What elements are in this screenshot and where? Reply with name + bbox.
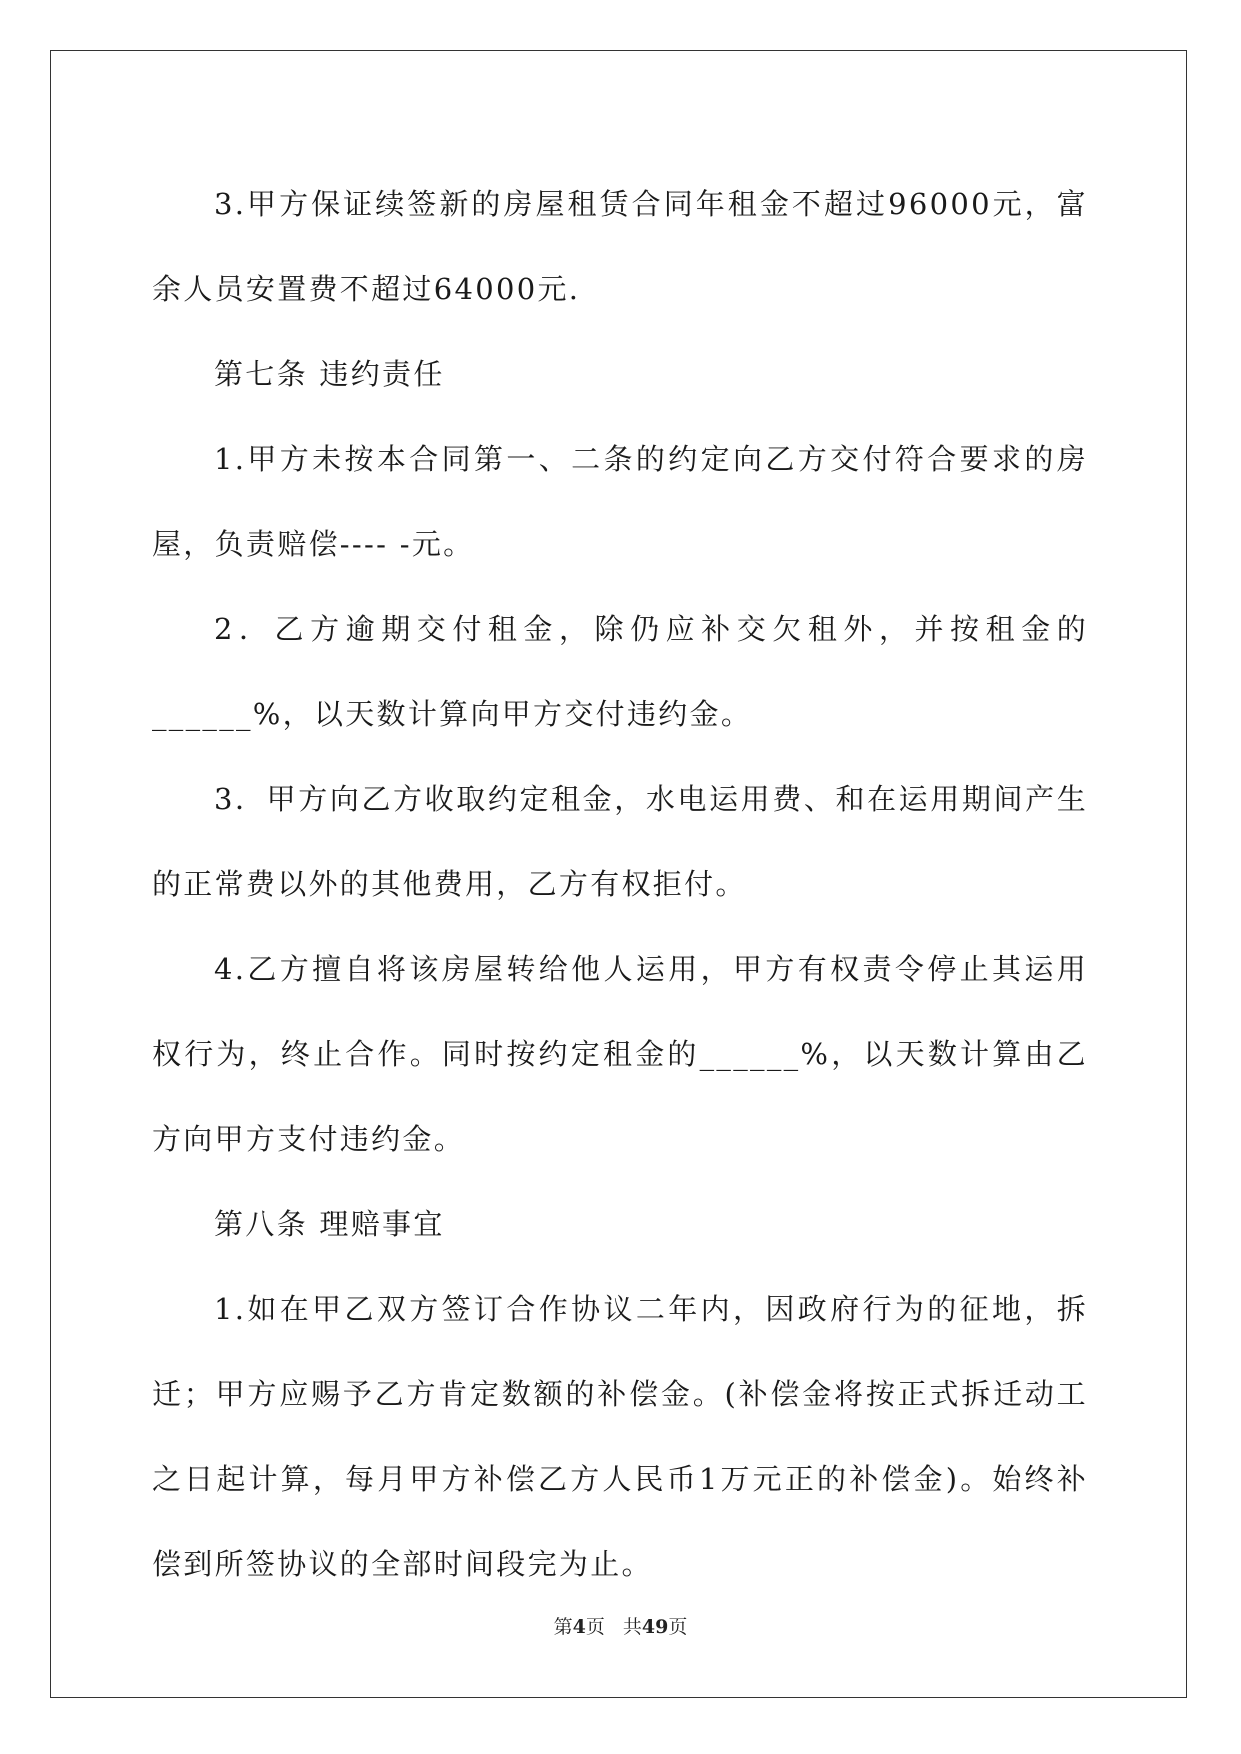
- paragraph-clause-7-item-2: 2．乙方逾期交付租金，除仍应补交欠租外，并按租金的______%，以天数计算向甲方交付违约金。: [152, 612, 1088, 731]
- footer-total-pages: 49: [641, 1616, 669, 1638]
- footer-page-prefix: 第: [553, 1616, 573, 1638]
- paragraph-clause-7-item-4: 4.乙方擅自将该房屋转给他人运用，甲方有权责令停止其运用权行为，终止合作。同时按约定租金的______%，以天数计算由乙方向甲方支付违约金。: [152, 952, 1088, 1156]
- footer-page-number: 4: [572, 1616, 586, 1638]
- heading-article-7: 第七条 违约责任: [214, 357, 445, 391]
- paragraph-clause-7-item-3: 3．甲方向乙方收取约定租金，水电运用费、和在运用期间产生的正常费以外的其他费用，乙方有权拒付。: [152, 782, 1088, 901]
- paragraph-clause-6-item-3: 3.甲方保证续签新的房屋租赁合同年租金不超过96000元，富余人员安置费不超过64000元.: [152, 187, 1088, 306]
- page-footer: [0, 1612, 1241, 1639]
- heading-article-8: 第八条 理赔事宜: [214, 1207, 445, 1241]
- paragraph-clause-7-item-1: 1.甲方未按本合同第一、二条的约定向乙方交付符合要求的房屋，负责赔偿---- -元。: [152, 442, 1088, 561]
- footer-page-unit: 页: [585, 1616, 605, 1638]
- paragraph-clause-8-item-1: 1.如在甲乙双方签订合作协议二年内，因政府行为的征地，拆迁；甲方应赐予乙方肯定数额的补偿金。(补偿金将按正式拆迁动工之日起计算，每月甲方补偿乙方人民币1万元正的补偿金)。始终补偿到所签协议的全部时间段完为止。: [152, 1292, 1088, 1581]
- footer-total-unit: 页: [668, 1616, 688, 1638]
- document-body: [152, 162, 1088, 1607]
- footer-total-prefix: 共: [622, 1616, 642, 1638]
